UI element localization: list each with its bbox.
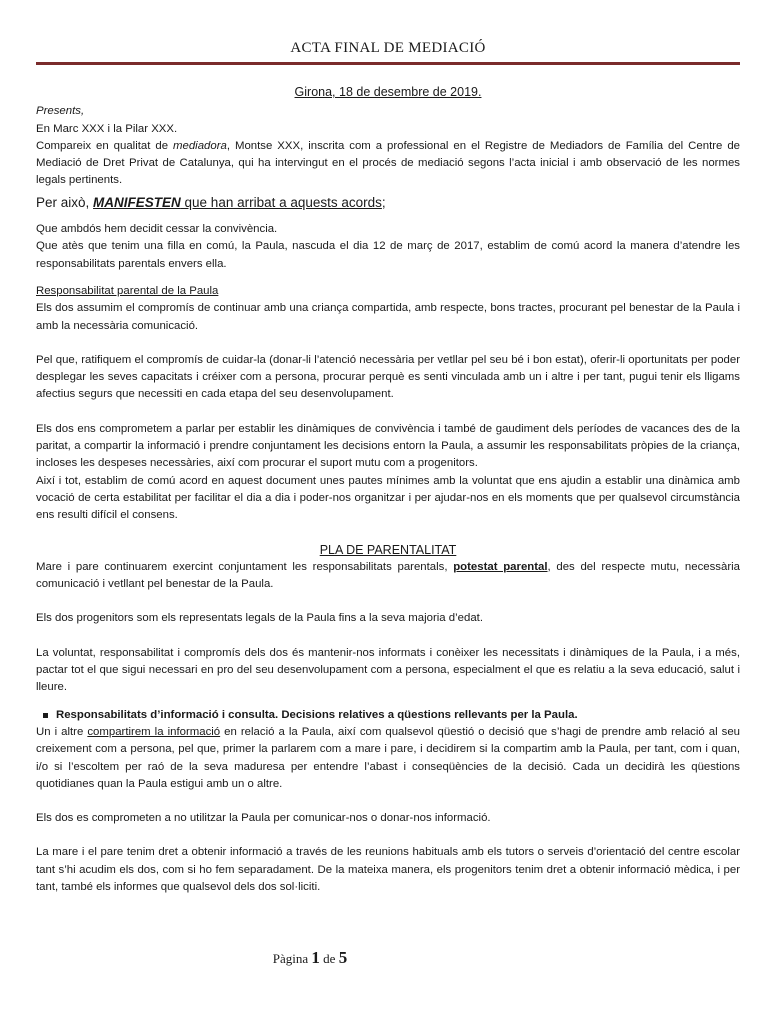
info-paragraph: Els dos es comprometen a no utilitzar la Paula per comunicar-nos o donar-nos informació. <box>36 812 491 825</box>
section-title-plan: PLA DE PARENTALITAT <box>319 542 457 557</box>
document-body <box>36 84 740 896</box>
manifest-keyword: MANIFESTEN <box>93 194 181 210</box>
mediator-role: mediadora <box>173 139 227 152</box>
agreement-item: Que atès que tenim una filla en comú, la Paula, nascuda el dia 12 de març de 2017, establim de comú acord la manera d’atendre les responsabilitats parentals envers ella. <box>36 240 740 270</box>
header-rule <box>36 62 740 65</box>
parental-paragraph: Els dos assumim el compromís de continuar amb una criança compartida, amb respecte, bons tractes, procurant pel benestar de la Paula i amb la necessària comunicació. <box>36 302 740 332</box>
info-term: compartirem la informació <box>87 725 221 738</box>
manifest-line: Per això, MANIFESTEN que han arribat a aquests acords; <box>36 194 386 210</box>
bullet-section-title: Responsabilitats d’informació i consulta. Decisions relatives a qüestions rellevants per la Paula. <box>36 707 740 724</box>
current-page-number: 1 <box>311 948 320 967</box>
info-paragraph: Un i altre compartirem la informació en relació a la Paula, així com qualsevol qüestió o decisió que s’hagi de prendre amb relació al seu creixement com a persona, pel que, primer la parlarem com a mare i pare, i decidirem si la compartim amb la Paula, per tant, com i quan, i/o si l’escoltem per raó de la seva maduresa per entendre l’abast i conseqüències de la decisió. Cada un decidirà les qüestions quotidianes quan la Paula estigui amb un o altre. <box>36 725 741 790</box>
plan-term: potestat parental <box>453 560 548 573</box>
plan-paragraph: La voluntat, responsabilitat i compromís dels dos és mantenir-nos informats i conèixer les necessitats i dinàmiques de la Paula, i a més, pactar tot el que sigui necessari en pro del seu desenvolupament com a persona, especialment el que es relatiu a la seva educació, salut i lleure. <box>36 646 740 694</box>
document-header-title: ACTA FINAL DE MEDIACIÓ <box>290 40 486 56</box>
section-title-parental: Responsabilitat parental de la Paula <box>36 284 219 297</box>
date-line: Girona, 18 de desembre de 2019. <box>294 85 482 99</box>
parties-line: En Marc XXX i la Pilar XXX. <box>36 122 178 135</box>
page-footer: Pàgina 1 de 5 <box>272 948 348 967</box>
agreement-item: Que ambdós hem decidit cessar la convivència. <box>36 223 278 236</box>
parental-paragraph: Els dos ens comprometem a parlar per establir les dinàmiques de convivència i també de gaudiment dels períodes de vacances des de la paritat, a compartir la informació i prendre conjuntament les decisions entorn la Paula, a assumir les responsabilitats pròpies de la criança, incloses les despeses necessàries, així com procurar el suport mutu com a progenitors. <box>36 422 740 470</box>
parental-paragraph: Així i tot, establim de comú acord en aquest document unes pautes mínimes amb la voluntat que ens ajudin a establir una dinàmica amb vocació de certa estabilitat per facilitar el dia a dia i poder-nos organitzar i per ajudar-nos en els moments que per qualsevol circumstància ens resulti difícil el consens. <box>36 474 740 522</box>
info-paragraph: La mare i el pare tenim dret a obtenir informació a través de les reunions habituals amb els tutors o serveis d’orientació del centre escolar tant s’hi acudim els dos, com si ho fem separadament. De la mateixa manera, els progenitors tenim dret a obtenir informació mèdica, i per tant, també els informes que qualsevol dels dos sol·liciti. <box>36 846 740 893</box>
plan-paragraph: Mare i pare continuarem exercint conjuntament les responsabilitats parentals, potestat parental, des del respecte mutu, necessària comunicació i vetllant pel benestar de la Paula. <box>36 560 740 591</box>
parental-paragraph: Pel que, ratifiquem el compromís de cuidar-la (donar-li l’atenció necessària per vetllar pel seu bé i bon estat), oferir-li oportunitats per poder desplegar les seves capacitats i créixer com a persona, procurar perquè es senti vinculada amb un i altre i per tant, pugui tenir els lligams afectius segurs que necessiti en cada etapa del seu desenvolupament. <box>36 353 740 401</box>
presents-label: Presents, <box>36 105 85 118</box>
total-pages-number: 5 <box>338 948 348 967</box>
plan-paragraph: Els dos progenitors som els representats legals de la Paula fins a la seva majoria d’edat. <box>36 612 484 625</box>
mediator-paragraph: Compareix en qualitat de mediadora, Montse XXX, inscrita com a professional en el Registre de Mediadors de Família del Centre de Mediació de Dret Privat de Catalunya, qui ha intervingut en el procés de mediació segons l’acta inicial i amb observació de les normes legals pertinents. <box>36 139 740 187</box>
